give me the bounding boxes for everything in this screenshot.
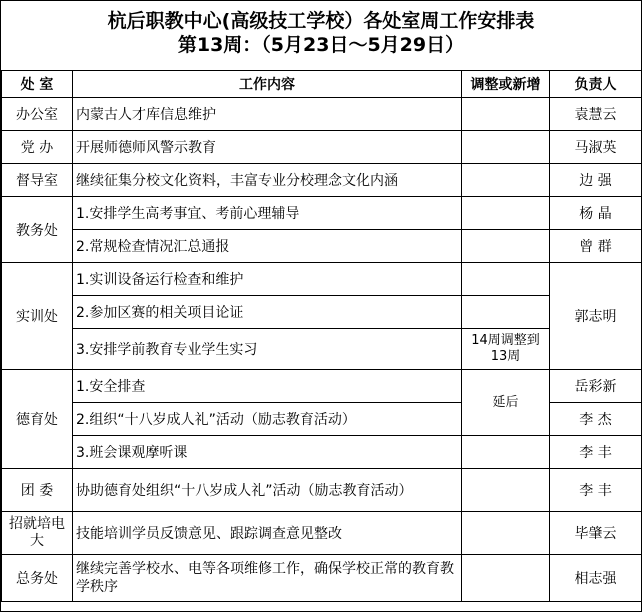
dept-cell: 实训处 — [2, 263, 73, 370]
owner-cell: 杨 晶 — [550, 197, 642, 230]
header-adjust: 调整或新增 — [462, 71, 550, 98]
table-row — [2, 469, 642, 512]
note-cell — [462, 436, 550, 469]
page-title: 杭后职教中心(高级技工学校）各处室周工作安排表 — [107, 10, 535, 32]
owner-cell: 曾 群 — [550, 230, 642, 263]
table-row — [2, 98, 642, 131]
dept-cell: 教务处 — [2, 197, 73, 263]
task-cell: 技能培训学员反馈意见、跟踪调查意见整改 — [73, 512, 462, 555]
note-cell: 14周调整到13周 — [462, 329, 550, 370]
dept-cell: 团 委 — [2, 469, 73, 512]
task-cell: 1.实训设备运行检查和维护 — [73, 263, 462, 296]
table-row — [2, 370, 642, 403]
owner-cell: 李 丰 — [550, 436, 642, 469]
owner-cell: 相志强 — [550, 555, 642, 602]
task-cell: 1.安全排查 — [73, 370, 462, 403]
note-cell — [462, 555, 550, 602]
dept-cell: 总务处 — [2, 555, 73, 602]
owner-cell: 李 杰 — [550, 403, 642, 436]
table-row — [2, 230, 642, 263]
dept-cell: 办公室 — [2, 98, 73, 131]
table-row — [2, 512, 642, 555]
table-row — [2, 263, 642, 296]
note-cell — [462, 469, 550, 512]
owner-cell: 毕肇云 — [550, 512, 642, 555]
note-cell: 延后 — [462, 370, 550, 436]
header-content: 工作内容 — [73, 71, 462, 98]
dept-cell: 党 办 — [2, 131, 73, 164]
table-row — [2, 436, 642, 469]
task-cell: 1.安排学生高考事宜、考前心理辅导 — [73, 197, 462, 230]
owner-cell: 李 丰 — [550, 469, 642, 512]
task-cell: 3.安排学前教育专业学生实习 — [73, 329, 462, 370]
owner-cell: 马淑英 — [550, 131, 642, 164]
owner-cell: 郭志明 — [550, 263, 642, 370]
table-row — [2, 164, 642, 197]
dept-cell: 招就培电 大 — [2, 512, 73, 555]
dept-cell: 督导室 — [2, 164, 73, 197]
task-cell: 协助德育处组织“十八岁成人礼”活动（励志教育活动） — [73, 469, 462, 512]
task-cell: 2.组织“十八岁成人礼”活动（励志教育活动） — [73, 403, 462, 436]
note-cell — [462, 512, 550, 555]
table-row — [2, 197, 642, 230]
note-cell — [462, 263, 550, 296]
note-cell — [462, 230, 550, 263]
dept-cell: 德育处 — [2, 370, 73, 469]
note-cell — [462, 98, 550, 131]
table-row — [2, 296, 642, 329]
task-cell: 继续征集分校文化资料，丰富专业分校理念文化内涵 — [73, 164, 462, 197]
note-cell — [462, 197, 550, 230]
note-cell — [462, 164, 550, 197]
header-dept: 处 室 — [2, 71, 73, 98]
table-row — [2, 131, 642, 164]
note-cell — [462, 131, 550, 164]
owner-cell: 岳彩新 — [550, 370, 642, 403]
task-cell: 开展师德师风警示教育 — [73, 131, 462, 164]
task-cell: 3.班会课观摩听课 — [73, 436, 462, 469]
owner-cell: 边 强 — [550, 164, 642, 197]
title-block — [1, 1, 641, 70]
task-cell: 内蒙古人才库信息维护 — [73, 98, 462, 131]
table-row — [2, 329, 642, 370]
table-row — [2, 555, 642, 602]
header-row — [2, 71, 642, 98]
task-cell: 2.常规检查情况汇总通报 — [73, 230, 462, 263]
schedule-table — [1, 70, 642, 602]
task-cell: 继续完善学校水、电等各项维修工作，确保学校正常的教育教学秩序 — [73, 555, 462, 602]
task-cell: 2.参加区赛的相关项目论证 — [73, 296, 462, 329]
header-owner: 负责人 — [550, 71, 642, 98]
note-cell — [462, 296, 550, 329]
owner-cell: 袁慧云 — [550, 98, 642, 131]
week-range: 第13周：（5月23日～5月29日） — [177, 34, 465, 56]
